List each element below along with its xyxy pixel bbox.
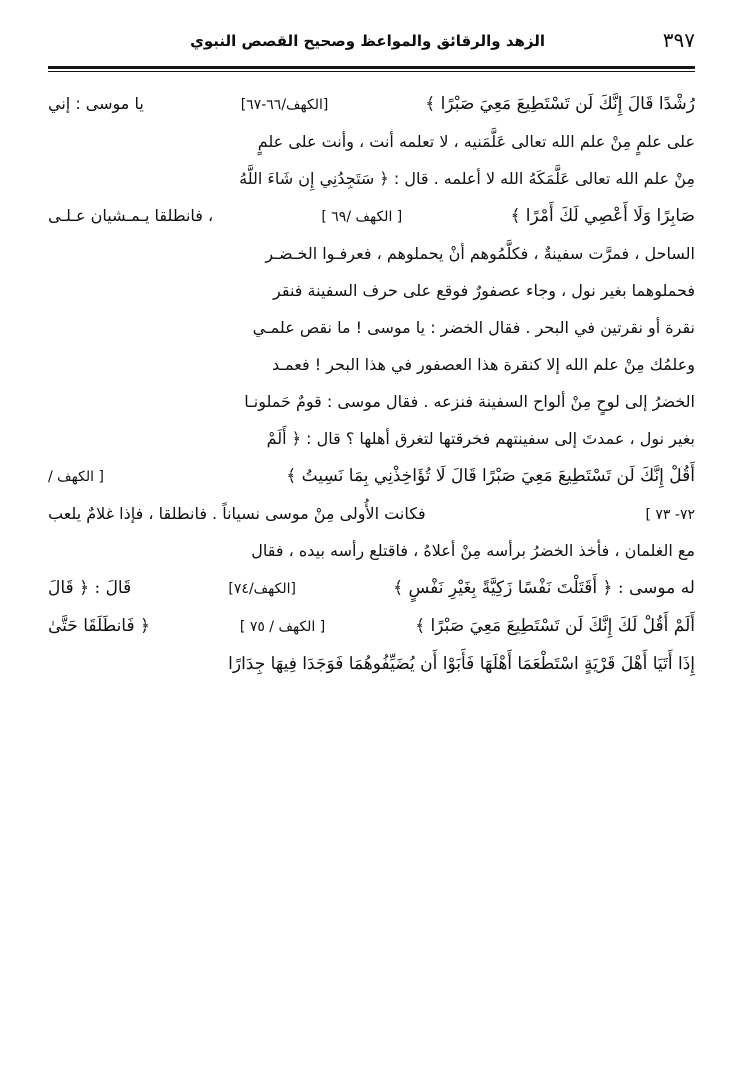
- body-segment: يا موسى : إني: [48, 94, 144, 113]
- text-line: [48, 134, 695, 150]
- quran-segment: صَابِرًا وَلَا أَعْصِي لَكَ أَمْرًا ﴾: [510, 206, 695, 226]
- text-line: [48, 96, 695, 113]
- text-line: [48, 320, 695, 336]
- text-line: [48, 618, 695, 635]
- text-line: [48, 543, 695, 559]
- body-segment: على علمٍ مِنْ علم الله تعالى عَلَّمَنيه ، لا تعلمه أنت ، وأنت على علمٍ: [257, 132, 695, 151]
- body-segment: مع الغلمان ، فأخذ الخضرُ برأسه مِنْ أعلاهُ ، فاقتلع رأسه بيده ، فقال: [251, 541, 695, 560]
- text-line: [48, 468, 695, 485]
- verse-reference: [ الكهف /٦٩ ]: [321, 209, 403, 225]
- text-line: [48, 357, 695, 373]
- quran-segment: أَلَمْ أَقُلْ لَكَ إِنَّكَ لَن تَسْتَطِيعَ مَعِيَ صَبْرًا ﴾: [415, 616, 695, 636]
- body-segment: فحملوهما بغير نول ، وجاء عصفورٌ فوقع على حرف السفينة فنقر: [273, 281, 695, 300]
- text-line: [48, 394, 695, 410]
- text-line: [48, 431, 695, 447]
- body-segment: فكانت الأُولى مِنْ موسى نسياناً . فانطلقا ، فإذا غلامٌ يلعب: [48, 504, 426, 523]
- body-segment: الخضرُ إلى لوحٍ مِنْ ألواح السفينة فنزعه . فقال موسى : قومٌ حَملونـا: [244, 392, 695, 411]
- text-line: [48, 283, 695, 299]
- quran-segment: ﴿ فَانطَلَقَا حَتَّىٰ: [48, 616, 150, 636]
- text-line: [48, 171, 695, 187]
- page-header: [48, 26, 695, 66]
- header-title: الزهد والرقائق والمواعظ وصحيح القصص النبوي: [190, 32, 545, 50]
- header-divider: [48, 66, 695, 72]
- text-line: [48, 246, 695, 262]
- body-segment: بغير نول ، عمدتَ إلى سفينتهم فخرقتها لتغرق أهلها ؟ قال : ﴿ أَلَمْ: [266, 429, 695, 448]
- verse-reference: [الكهف/٦٦-٦٧]: [240, 97, 329, 113]
- verse-reference: [الكهف/٧٤]: [228, 581, 296, 597]
- body-segment: ، فانطلقا يـمـشيان عـلـى: [48, 206, 214, 225]
- quran-segment: إِذَا أَتَيَا أَهْلَ قَرْيَةٍ اسْتَطْعَمَا أَهْلَهَا فَأَبَوْا أَن يُضَيِّفُوهُمَا فَوَجَدَا فِيهَا جِدَارًا: [228, 654, 695, 674]
- body-segment: وعلمُك مِنْ علم الله إلا كنقرة هذا العصفور في هذا البحر ! فعمـد: [271, 355, 695, 374]
- verse-reference: [ الكهف / ٧٥ ]: [239, 619, 326, 635]
- quran-segment: أَقُلْ إِنَّكَ لَن تَسْتَطِيعَ مَعِيَ صَبْرًا قَالَ لَا تُؤَاخِذْنِي بِمَا نَسِيتُ ﴾: [286, 466, 695, 486]
- text-line: [48, 506, 695, 522]
- quran-segment: قَالَ : ﴿ قَالَ: [48, 578, 132, 598]
- body-segment: مِنْ علم الله تعالى عَلَّمَكَهُ الله لا أعلمه . قال : ﴿ سَتَجِدُنِي إِن شَاءَ اللَّهُ: [239, 169, 695, 188]
- page-number: ٣٩٧: [662, 28, 695, 52]
- verse-reference: ٧٢- ٧٣ ]: [645, 507, 695, 523]
- text-line: [48, 656, 695, 673]
- body-segment: نقرة أو نقرتين في البحر . فقال الخضر : يا موسى ! ما نقص علمـي: [252, 318, 695, 337]
- text-line: [48, 208, 695, 225]
- body-segment: الساحل ، فمرَّت سفينةٌ ، فكلَّمُوهم أنْ يحملوهم ، فعرفـوا الخـضـر: [265, 244, 695, 263]
- page-body: [48, 96, 695, 1052]
- text-line: [48, 580, 695, 597]
- verse-reference: [ الكهف /: [48, 469, 104, 485]
- quran-segment: رُشْدًا قَالَ إِنَّكَ لَن تَسْتَطِيعَ مَعِيَ صَبْرًا ﴾: [425, 94, 695, 114]
- quran-segment: له موسى : ﴿ أَقَتَلْتَ نَفْسًا زَكِيَّةً بِغَيْرِ نَفْسٍ ﴾: [393, 578, 695, 598]
